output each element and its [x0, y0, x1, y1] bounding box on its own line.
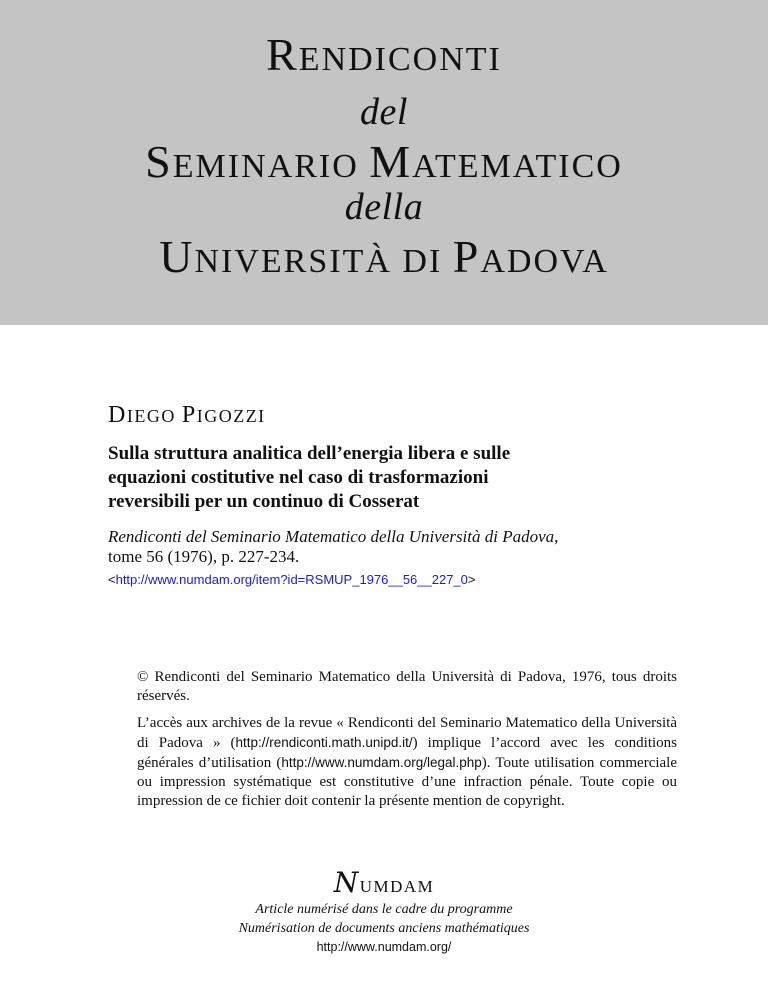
journal-header-band [0, 0, 768, 325]
journal-title-line-4: della [344, 186, 424, 228]
rights-notice [137, 668, 677, 819]
access-statement: L’accès aux archives de la revue « Rendiconti del Seminario Matematico della Università di Padova » (http://rendiconti.math.unipd.it/) implique l’accord avec les conditions générales d’utilisation (http://www.numdam.org/legal.php). Toute utilisation commerciale ou impression systématique est constitutive d’une infraction pénale. Toute copie ou impression de ce fichier doit contenir la présente mention de copyright. [137, 715, 678, 809]
legal-url[interactable]: http://www.numdam.org/legal.php [281, 755, 482, 770]
journal-title-line-2: del [360, 91, 408, 133]
rendiconti-url[interactable]: http://rendiconti.math.unipd.it/ [235, 735, 413, 750]
article-link[interactable]: <http://www.numdam.org/item?id=RSMUP_1976__56__227_0> [108, 572, 476, 587]
footer-program-line: Article numérisé dans le cadre du programme [255, 902, 513, 917]
footer-numerisation-line: Numérisation de documents anciens mathématiques [238, 921, 530, 936]
journal-title-line-3: SEMINARIO MATEMATICO [145, 136, 623, 187]
numdam-logo: NUMDAM [333, 866, 435, 899]
footer-url[interactable]: http://www.numdam.org/ [316, 940, 452, 954]
article-url[interactable]: http://www.numdam.org/item?id=RSMUP_1976__56__227_0 [115, 572, 468, 587]
article-author: DIEGO PIGOZZI [108, 402, 266, 428]
article-title: Sulla struttura analitica dell’energia libera e sulle equazioni costitutive nel caso di trasformazioni reversibili per un continuo di Cosserat [108, 443, 511, 512]
copyright-statement: © Rendiconti del Seminario Matematico della Università di Padova, 1976, tous droits réservés. [137, 669, 677, 704]
journal-title-line-5: UNIVERSITÀ DI PADOVA [159, 231, 609, 282]
article-citation: Rendiconti del Seminario Matematico della Università di Padova, tome 56 (1976), p. 227-234. [108, 527, 559, 566]
journal-title-line-1: RENDICONTI [266, 29, 502, 80]
